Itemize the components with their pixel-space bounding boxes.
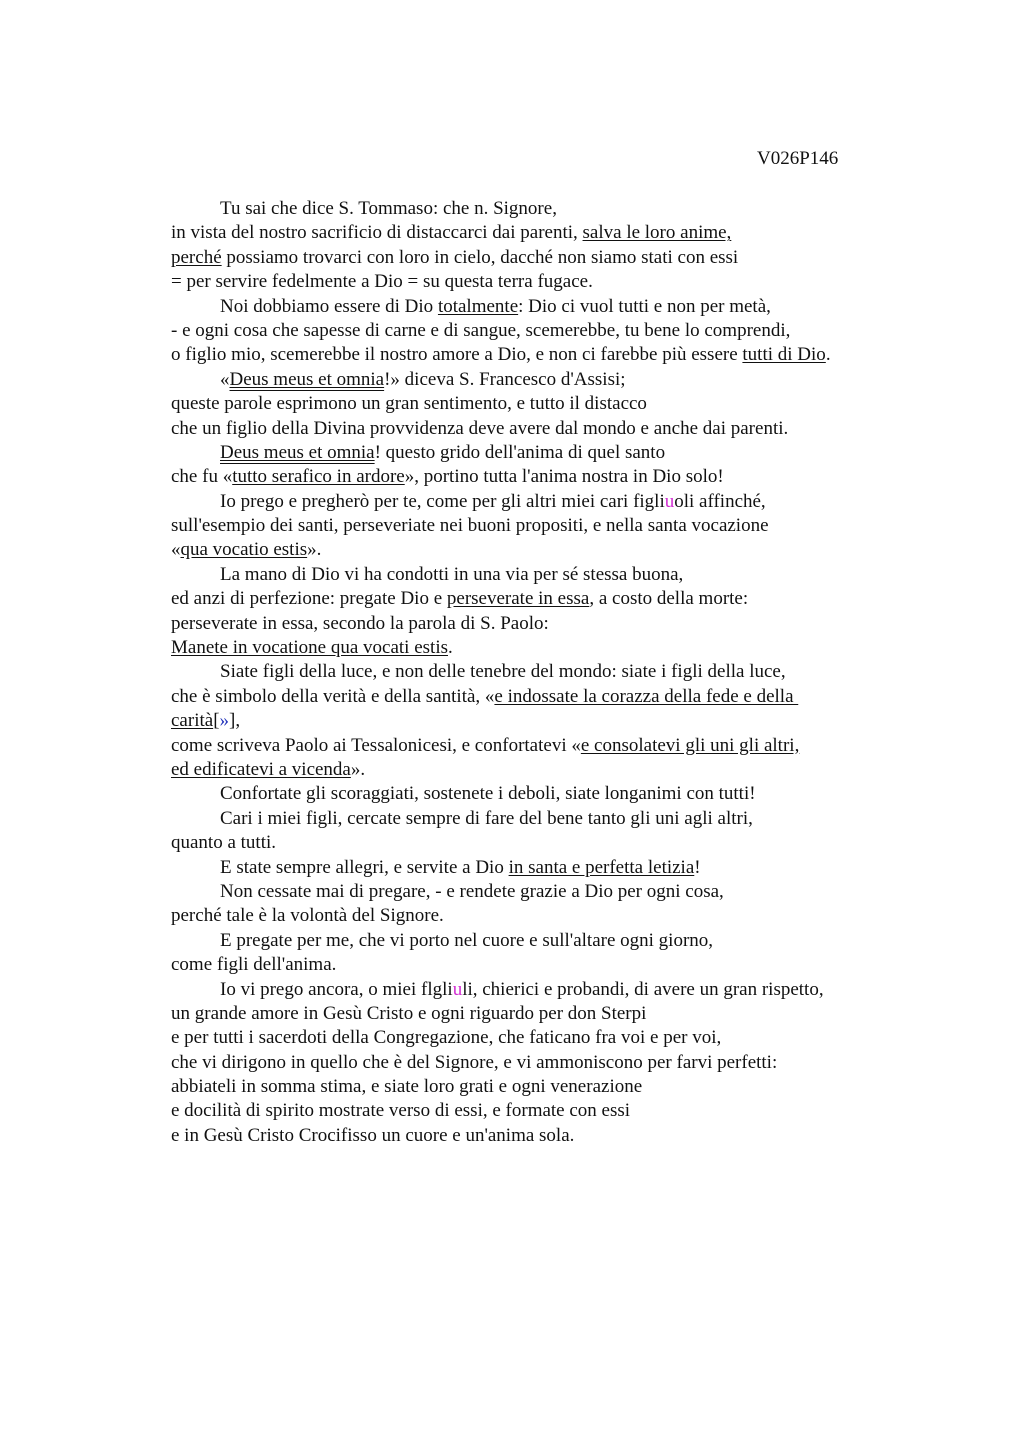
text-segment: , a costo della morte:: [589, 588, 749, 610]
text-segment: Siate figli della luce, e non delle tenebre del mondo: siate i figli della luce,: [220, 661, 786, 683]
correction-mark: u: [452, 978, 463, 1000]
text-segment: come figli dell'anima.: [171, 954, 337, 976]
text-line: [171, 343, 911, 367]
text-segment: », portino tutta l'anima nostra in Dio solo!: [404, 466, 724, 488]
text-line: [171, 1051, 911, 1075]
underlined-phrase: tutti di Dio: [742, 344, 826, 366]
text-segment: perché tale è la volontà del Signore.: [171, 905, 444, 927]
double-underlined-phrase: Deus meus et omnia: [220, 441, 375, 463]
text-segment: [: [213, 710, 220, 732]
text-line: [171, 807, 911, 831]
text-line: [171, 221, 911, 245]
text-line: [171, 660, 911, 684]
text-segment: che un figlio della Divina provvidenza deve avere dal mondo e anche dai parenti.: [171, 417, 789, 439]
underlined-phrase: qua vocatio estis: [180, 539, 308, 561]
text-segment: abbiateli in somma stima, e siate loro grati e ogni venerazione: [171, 1076, 643, 1098]
text-segment: Non cessate mai di pregare, - e rendete grazie a Dio per ogni cosa,: [220, 880, 724, 902]
underlined-phrase: ed edificatevi a vicenda: [171, 758, 351, 780]
text-segment: ! questo grido dell'anima di quel santo: [374, 441, 666, 463]
text-line: [171, 880, 911, 904]
text-line: [171, 856, 911, 880]
text-segment: sull'esempio dei santi, perseveriate nei buoni propositi, e nella santa vocazione: [171, 515, 769, 537]
text-line: [171, 270, 911, 294]
text-segment: in vista del nostro sacrificio di distaccarci dai parenti,: [171, 222, 583, 244]
text-segment: ed anzi di perfezione: pregate Dio e: [171, 588, 447, 610]
text-segment: che è simbolo della verità e della santità, «: [171, 685, 495, 707]
text-segment: !: [694, 856, 701, 878]
double-underlined-phrase: Deus meus et omnia: [229, 368, 385, 390]
text-segment: ».: [350, 758, 366, 780]
text-line: [171, 978, 911, 1002]
text-segment: un grande amore in Gesù Cristo e ogni riguardo per don Sterpi: [171, 1002, 647, 1024]
text-segment: come scriveva Paolo ai Tessalonicesi, e confortatevi «: [171, 734, 581, 756]
text-segment: Confortate gli scoraggiati, sostenete i deboli, siate longanimi con tutti!: [220, 783, 756, 805]
text-segment: - e ogni cosa che sapesse di carne e di sangue, scemerebbe, tu bene lo comprendi,: [171, 319, 791, 341]
correction-mark: u: [664, 490, 675, 512]
text-segment: Noi dobbiamo essere di Dio: [220, 295, 438, 317]
page-identifier: V026P146: [757, 148, 839, 169]
text-line: [171, 295, 911, 319]
text-line: [171, 734, 911, 758]
text-segment: e docilità di spirito mostrate verso di essi, e formate con essi: [171, 1100, 631, 1122]
text-segment: : Dio ci vuol tutti e non per metà,: [518, 295, 771, 317]
text-line: [171, 319, 911, 343]
editorial-mark: »: [219, 710, 230, 732]
text-segment: Io vi prego ancora, o miei flgli: [220, 978, 453, 1000]
text-segment: li, chierici e probandi, di avere un gran rispetto,: [462, 978, 824, 1000]
text-segment: E state sempre allegri, e servite a Dio: [220, 856, 509, 878]
text-segment: .: [825, 344, 831, 366]
underlined-phrase: e consolatevi gli uni gli altri,: [580, 734, 800, 756]
text-segment: !» diceva S. Francesco d'Assisi;: [384, 368, 626, 390]
text-line: [171, 490, 911, 514]
text-line: [171, 441, 911, 465]
text-line: [171, 514, 911, 538]
text-line: [171, 904, 911, 928]
text-segment: queste parole esprimono un gran sentimento, e tutto il distacco: [171, 393, 647, 415]
underlined-phrase: perché: [171, 246, 222, 268]
text-line: [171, 563, 911, 587]
text-line: [171, 758, 911, 782]
text-segment: possiamo trovarci con loro in cielo, dacché non siamo stati con essi: [221, 246, 739, 268]
text-line: [171, 831, 911, 855]
text-segment: Io prego e pregherò per te, come per gli altri miei cari figli: [220, 490, 665, 512]
text-segment: quanto a tutti.: [171, 832, 277, 854]
text-line: [171, 709, 911, 733]
text-line: [171, 246, 911, 270]
text-line: [171, 685, 911, 709]
text-segment: Cari i miei figli, cercate sempre di fare del bene tanto gli uni agli altri,: [220, 807, 753, 829]
text-line: [171, 612, 911, 636]
text-segment: che fu «: [171, 466, 233, 488]
text-segment: E pregate per me, che vi porto nel cuore e sull'altare ogni giorno,: [220, 929, 714, 951]
text-line: [171, 587, 911, 611]
text-line: [171, 782, 911, 806]
text-segment: perseverate in essa, secondo la parola di S. Paolo:: [171, 612, 549, 634]
text-segment: La mano di Dio vi ha condotti in una via per sé stessa buona,: [220, 563, 684, 585]
text-segment: ».: [307, 539, 322, 561]
letter-body: [171, 197, 911, 1148]
text-line: [171, 1026, 911, 1050]
text-segment: che vi dirigono in quello che è del Signore, e vi ammoniscono per farvi perfetti:: [171, 1051, 778, 1073]
text-line: [171, 1124, 911, 1148]
underlined-phrase: tutto serafico in ardore: [232, 466, 405, 488]
text-line: [171, 1002, 911, 1026]
underlined-phrase: salva le loro anime,: [582, 222, 732, 244]
text-segment: e per tutti i sacerdoti della Congregazione, che faticano fra voi e per voi,: [171, 1027, 722, 1049]
text-line: [171, 953, 911, 977]
underlined-phrase: in santa e perfetta letizia: [508, 856, 695, 878]
text-segment: oli affinché,: [674, 490, 766, 512]
underlined-phrase: e indossate la corazza della fede e della: [494, 685, 799, 707]
text-segment: «: [171, 539, 181, 561]
text-line: [171, 1075, 911, 1099]
text-segment: e in Gesù Cristo Crocifisso un cuore e un'anima sola.: [171, 1124, 575, 1146]
text-line: [171, 538, 911, 562]
underlined-phrase: Manete in vocatione qua vocati estis: [171, 637, 448, 659]
text-line: [171, 636, 911, 660]
text-line: [171, 197, 911, 221]
text-segment: = per servire fedelmente a Dio = su questa terra fugace.: [171, 271, 593, 293]
underlined-phrase: perseverate in essa: [446, 588, 590, 610]
text-segment: ],: [229, 710, 241, 732]
text-segment: o figlio mio, scemerebbe il nostro amore a Dio, e non ci farebbe più essere: [171, 344, 743, 366]
text-segment: «: [220, 368, 230, 390]
text-line: [171, 417, 911, 441]
text-segment: Tu sai che dice S. Tommaso: che n. Signore,: [220, 198, 557, 219]
underlined-phrase: totalmente: [437, 295, 519, 317]
text-line: [171, 465, 911, 489]
text-line: [171, 368, 911, 392]
text-line: [171, 1099, 911, 1123]
underlined-phrase: carità: [171, 710, 214, 732]
text-line: [171, 929, 911, 953]
text-line: [171, 392, 911, 416]
text-segment: .: [448, 637, 453, 659]
